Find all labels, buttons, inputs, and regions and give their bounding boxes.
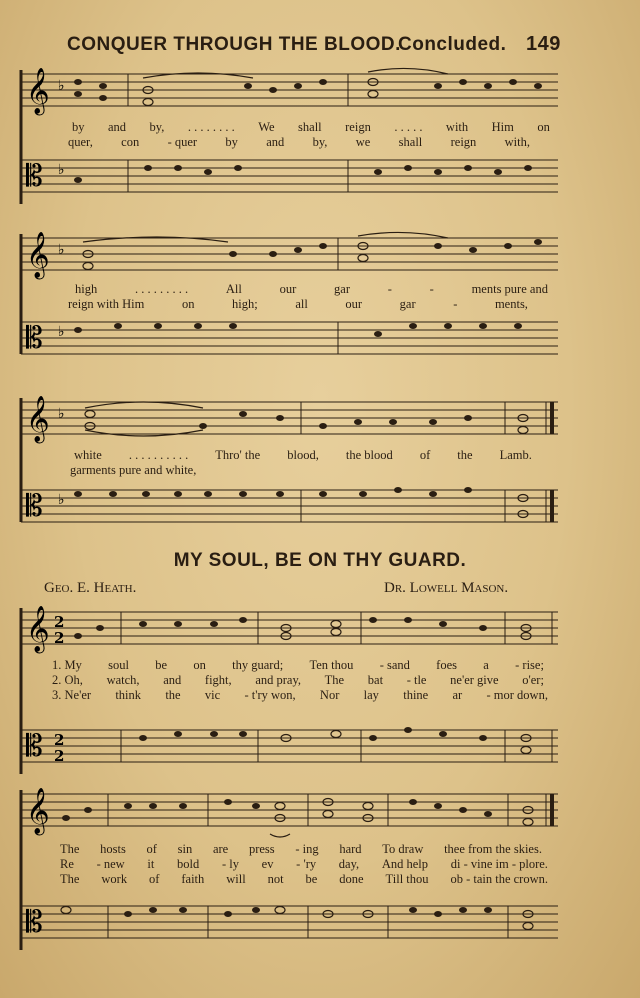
lyric-line-2a: high . . . . . . . . . All our gar - - ments pure and <box>75 282 548 296</box>
lyric-line-1a: by and by, . . . . . . . . We shall reign . . . . . with Him on <box>72 120 550 134</box>
composer-credit: Dr. Lowell Mason. <box>384 580 509 596</box>
svg-text:2: 2 <box>54 731 65 749</box>
verse-line: The work of faith will not be done Till thou ob - tain the crown. <box>60 872 548 886</box>
verse-line: Re - new it bold - ly ev - 'ry day, And help di - vine im - plore. <box>60 857 548 871</box>
svg-text:𝄡: 𝄡 <box>26 905 43 940</box>
svg-text:♭: ♭ <box>58 492 65 508</box>
verse-line: The hosts of sin are press - ing hard To draw thee from the skies. <box>60 842 542 856</box>
svg-text:♭: ♭ <box>58 406 65 422</box>
svg-text:♭: ♭ <box>58 324 65 340</box>
svg-text:𝄞: 𝄞 <box>26 606 50 652</box>
svg-text:♭: ♭ <box>58 242 65 258</box>
lyric-line-2b: reign with Him on high; all our gar - ments, <box>68 297 528 311</box>
svg-text:𝄡: 𝄡 <box>26 729 43 764</box>
lyricist-credit: Geo. E. Heath. <box>44 580 137 596</box>
svg-text:♭: ♭ <box>58 78 65 94</box>
svg-text:𝄞: 𝄞 <box>26 788 50 834</box>
lyric-line-3b: garments pure and white, <box>70 463 197 477</box>
svg-text:2: 2 <box>54 613 65 631</box>
hymn-title: MY SOUL, BE ON THY GUARD. <box>173 550 467 571</box>
svg-text:2: 2 <box>54 629 65 647</box>
page-number: 149 <box>526 33 561 55</box>
svg-text:𝄞: 𝄞 <box>26 232 50 278</box>
verse-line: 2. Oh, watch, and fight, and pray, The bat - tle ne'er give o'er; <box>52 673 544 687</box>
running-subtitle: Concluded. <box>398 34 507 55</box>
running-title: CONQUER THROUGH THE BLOOD. <box>67 34 401 55</box>
verse-line: 3. Ne'er think the vic - t'ry won, Nor lay thine ar - mor down, <box>52 688 548 702</box>
svg-text:𝄞: 𝄞 <box>26 68 50 114</box>
svg-text:𝄡: 𝄡 <box>26 321 43 356</box>
lyric-line-3a: white . . . . . . . . . . Thro' the blood, the blood of the Lamb. <box>74 448 532 462</box>
verse-line: 1. My soul be on thy guard; Ten thou - sand foes a - rise; <box>52 658 544 672</box>
svg-text:𝄞: 𝄞 <box>26 396 50 442</box>
svg-text:♭: ♭ <box>58 162 65 178</box>
svg-text:𝄡: 𝄡 <box>26 159 43 194</box>
lyric-line-1b: quer, con - quer by and by, we shall reign with, <box>68 135 530 149</box>
svg-text:𝄡: 𝄡 <box>26 489 43 524</box>
svg-text:2: 2 <box>54 747 65 765</box>
